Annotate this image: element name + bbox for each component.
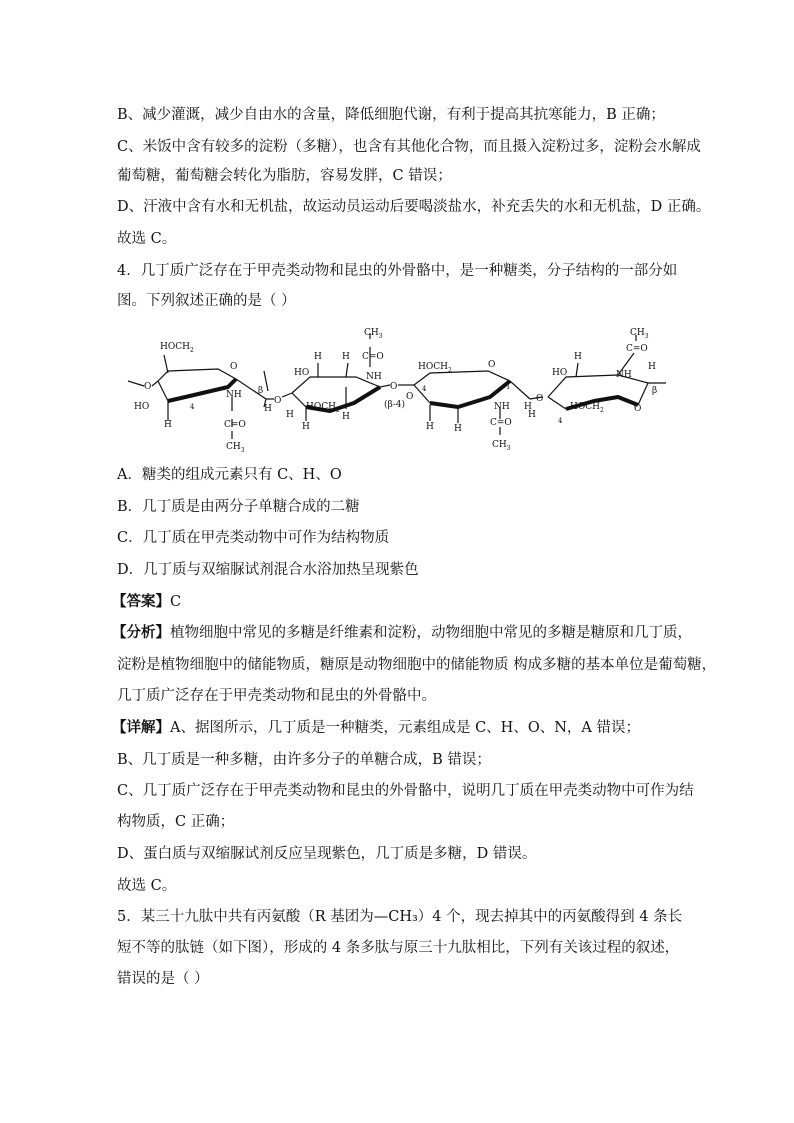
ring-ho: HO — [552, 368, 568, 378]
text-line: B、减少灌溉，减少自由水的含量，降低细胞代谢，有利于提高其抗寒能力，B 正确； — [117, 107, 665, 123]
methyl: $CH_3$ — [364, 328, 383, 340]
option-c: C．几丁质在甲壳类动物中可作为结构物质 — [117, 530, 390, 546]
detail — [112, 718, 640, 738]
analysis-text: 几丁质广泛存在于甲壳类动物和昆虫的外骨骼中。 — [117, 688, 436, 704]
text-line: D、汗液中含有水和无机盐，故运动员运动后要喝淡盐水，补充丢失的水和无机盐，D 正确。 — [117, 199, 711, 215]
ring-h: H — [426, 422, 434, 432]
detail-text: 构物质，C 正确； — [117, 814, 235, 830]
ring-o: O — [144, 382, 152, 392]
ring2-hoch2: $HOCH_2$ — [306, 402, 340, 414]
methyl: $CH_3$ — [630, 328, 649, 340]
ring-nh: NH — [226, 390, 242, 400]
carbon-number: 4 — [558, 417, 563, 425]
ring3-hoch2: $HOCH_2$ — [418, 362, 452, 374]
ring1-hoch2: $HOCH_2$ — [160, 342, 194, 354]
methyl: $CH_3$ — [492, 440, 511, 452]
ring-o: O — [536, 394, 544, 404]
ring-o: O — [488, 360, 496, 370]
ring-ho: HO — [294, 368, 310, 378]
answer-label: 【答案】 — [112, 593, 170, 610]
text-line: 故选 C。 — [117, 231, 177, 247]
detail-text: 故选 C。 — [117, 878, 177, 894]
ring-h: H — [648, 362, 656, 372]
answer-value: C — [170, 594, 182, 610]
ring-h: H — [454, 424, 462, 434]
carbonyl: C=O — [362, 352, 384, 362]
ring-h: H — [342, 352, 350, 362]
text-line: C、米饭中含有较多的淀粉（多糖），也含有其他化合物，而且摄入淀粉过多，淀粉会水解成 — [117, 139, 701, 155]
beta-4-linkage: (β-4) — [384, 400, 405, 410]
ring-nh: NH — [616, 370, 632, 380]
option-a: A．糖类的组成元素只有 C、H、O — [117, 467, 342, 483]
ring-h: H — [264, 404, 272, 414]
carbon-number: 4 — [422, 385, 427, 393]
question-4-stem: 图。下列叙述正确的是（ ） — [117, 293, 296, 309]
ring-h: H — [574, 352, 582, 362]
ring-o: O — [274, 396, 282, 406]
question-5-stem: 短不等的肽链（如下图），形成的 4 条多肽与原三十九肽相比，下列有关该过程的叙述， — [117, 940, 680, 956]
analysis-text: 植物细胞中常见的多糖是纤维素和淀粉，动物细胞中常见的多糖是糖原和几丁质， — [170, 625, 692, 641]
ring-o: O — [406, 392, 414, 402]
methyl: $CH_3$ — [226, 442, 245, 454]
ring-nh: NH — [366, 372, 382, 382]
ring-h: H — [342, 412, 350, 422]
option-b: B．几丁质是由两分子单糖合成的二糖 — [117, 499, 360, 515]
carbon-number: 1 — [506, 383, 511, 391]
ring-h: H — [314, 352, 322, 362]
carbonyl: C=O — [224, 420, 246, 430]
carbon-number: 4 — [190, 403, 195, 411]
ring-o: O — [634, 404, 642, 414]
option-d: D．几丁质与双缩脲试剂混合水浴加热呈现紫色 — [117, 562, 419, 578]
ring-o: O — [390, 382, 398, 392]
ring-ho: HO — [134, 402, 150, 412]
detail-text: C、几丁质广泛存在于甲壳类动物和昆虫的外骨骼中，说明几丁质在甲壳类动物中可作为结 — [117, 783, 694, 799]
detail-text: D、蛋白质与双缩脲试剂反应呈现紫色，几丁质是多糖，D 错误。 — [117, 846, 537, 862]
ring-h: H — [528, 410, 536, 420]
beta-label: β — [258, 386, 264, 396]
text-line: 葡萄糖，葡萄糖会转化为脂肪，容易发胖，C 错误； — [117, 168, 452, 184]
beta-label: β — [652, 386, 658, 396]
detail-label: 【详解】 — [112, 719, 170, 736]
ring-h: H — [524, 402, 532, 412]
answer — [112, 592, 181, 612]
ring-nh: NH — [494, 402, 510, 412]
analysis — [112, 623, 692, 643]
chitin-structure-diagram — [118, 325, 678, 455]
question-4-stem: 4．几丁质广泛存在于甲壳类动物和昆虫的外骨骼中，是一种糖类，分子结构的一部分如 — [117, 263, 678, 279]
analysis-text: 淀粉是植物细胞中的储能物质，糖原是动物细胞中的储能物质 构成多糖的基本单位是葡萄糖， — [117, 657, 717, 673]
ring4-hoch2: $HOCH_2$ — [570, 402, 604, 414]
question-5-stem: 5．某三十九肽中共有丙氨酸（R 基团为—CH₃）4 个，现去掉其中的丙氨酸得到 4 条长 — [117, 909, 683, 925]
ring-o: O — [230, 362, 238, 372]
carbonyl: C=O — [490, 418, 512, 428]
detail-text: B、几丁质是一种多糖，由许多分子的单糖合成，B 错误； — [117, 752, 491, 768]
ring-h: H — [286, 410, 294, 420]
detail-text: A、据图所示，几丁质是一种糖类，元素组成是 C、H、O、N，A 错误； — [170, 720, 640, 736]
analysis-label: 【分析】 — [112, 624, 170, 641]
carbonyl: C=O — [626, 344, 648, 354]
question-5-stem: 错误的是（ ） — [117, 971, 209, 987]
ring-h: H — [302, 422, 310, 432]
ring-h: H — [164, 420, 172, 430]
